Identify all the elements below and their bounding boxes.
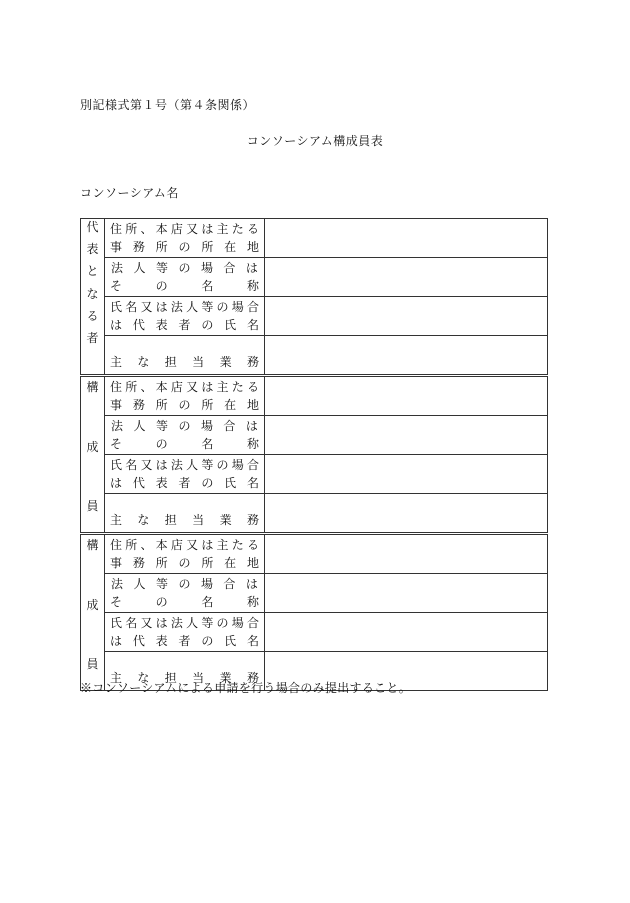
vertical-char: 構 (86, 380, 99, 394)
vertical-char: な (86, 286, 99, 301)
member1-corporation-field[interactable] (265, 416, 548, 455)
consortium-members-table (80, 218, 548, 691)
representative-name-label (105, 455, 265, 494)
vertical-char: る (86, 308, 99, 323)
member1-address-field[interactable] (265, 376, 548, 416)
vertical-char: 代 (86, 220, 99, 234)
label-line: 主 な 担 当 業 務 (110, 355, 259, 369)
member2-name-field[interactable] (265, 613, 548, 652)
label-line: は 代 表 者 の 氏 名 (110, 634, 259, 648)
vertical-char: 成 (86, 439, 99, 454)
label-line: 事 務 所 の 所 在 地 (110, 240, 259, 254)
representative-duties-field[interactable] (265, 336, 548, 376)
duties-label (105, 494, 265, 534)
representative-duties-row (81, 336, 548, 376)
label-line: 事 務 所 の 所 在 地 (110, 398, 259, 412)
member2-corporation-row (81, 574, 548, 613)
label-line: 住 所 、 本 店 又 は 主 た る (110, 222, 259, 236)
label-line: 氏 名 又 は 法 人 等 の 場 合 (110, 458, 259, 472)
member1-corporation-row (81, 416, 548, 455)
member2-address-field[interactable] (265, 534, 548, 574)
member1-name-row (81, 455, 548, 494)
vertical-char: 表 (86, 242, 99, 257)
representative-address-field[interactable] (265, 219, 548, 258)
member1-name-field[interactable] (265, 455, 548, 494)
member1-address-row (81, 376, 548, 416)
representative-corporation-row (81, 258, 548, 297)
representative-name-label (105, 613, 265, 652)
representative-name-field[interactable] (265, 297, 548, 336)
label-line: 主 な 担 当 業 務 (110, 671, 259, 685)
address-label (105, 534, 265, 574)
member1-duties-field[interactable] (265, 494, 548, 534)
form-number: 別記様式第１号（第４条関係） (80, 98, 256, 112)
representative-address-row (81, 219, 548, 258)
label-line: そ の 名 称 (110, 437, 259, 451)
vertical-char: 者 (86, 330, 99, 345)
label-line: 氏 名 又 は 法 人 等 の 場 合 (110, 616, 259, 630)
label-line: そ の 名 称 (110, 595, 259, 609)
vertical-char: と (86, 264, 99, 279)
member2-name-row (81, 613, 548, 652)
vertical-char: 成 (86, 597, 99, 612)
corporation-name-label (105, 574, 265, 613)
representative-name-label (105, 297, 265, 336)
label-line: 法 人 等 の 場 合 は (111, 419, 258, 433)
representative-group-label (81, 219, 105, 376)
label-line: そ の 名 称 (110, 279, 259, 293)
address-label (105, 376, 265, 416)
vertical-char: 員 (86, 657, 99, 671)
representative-corporation-field[interactable] (265, 258, 548, 297)
corporation-name-label (105, 416, 265, 455)
address-label (105, 219, 265, 258)
member2-address-row (81, 534, 548, 574)
member2-group-label (81, 534, 105, 691)
label-line: 法 人 等 の 場 合 は (111, 261, 258, 275)
consortium-name-label: コンソーシアム名 (80, 186, 179, 200)
representative-name-row (81, 297, 548, 336)
label-line: 法 人 等 の 場 合 は (111, 577, 258, 591)
label-line: 主 な 担 当 業 務 (110, 513, 259, 527)
submission-note: ※コンソーシアムによる申請を行う場合のみ提出すること。 (80, 681, 412, 695)
duties-label (105, 336, 265, 376)
vertical-char: 員 (86, 499, 99, 513)
label-line: 事 務 所 の 所 在 地 (110, 556, 259, 570)
label-line: 住 所 、 本 店 又 は 主 た る (110, 538, 259, 552)
label-line: は 代 表 者 の 氏 名 (110, 318, 259, 332)
vertical-char: 構 (86, 538, 99, 552)
member1-group-label (81, 376, 105, 534)
label-line: 住 所 、 本 店 又 は 主 た る (110, 380, 259, 394)
label-line: は 代 表 者 の 氏 名 (110, 476, 259, 490)
document-title: コンソーシアム構成員表 (246, 134, 384, 148)
corporation-name-label (105, 258, 265, 297)
label-line: 氏 名 又 は 法 人 等 の 場 合 (110, 300, 259, 314)
member2-corporation-field[interactable] (265, 574, 548, 613)
member1-duties-row (81, 494, 548, 534)
